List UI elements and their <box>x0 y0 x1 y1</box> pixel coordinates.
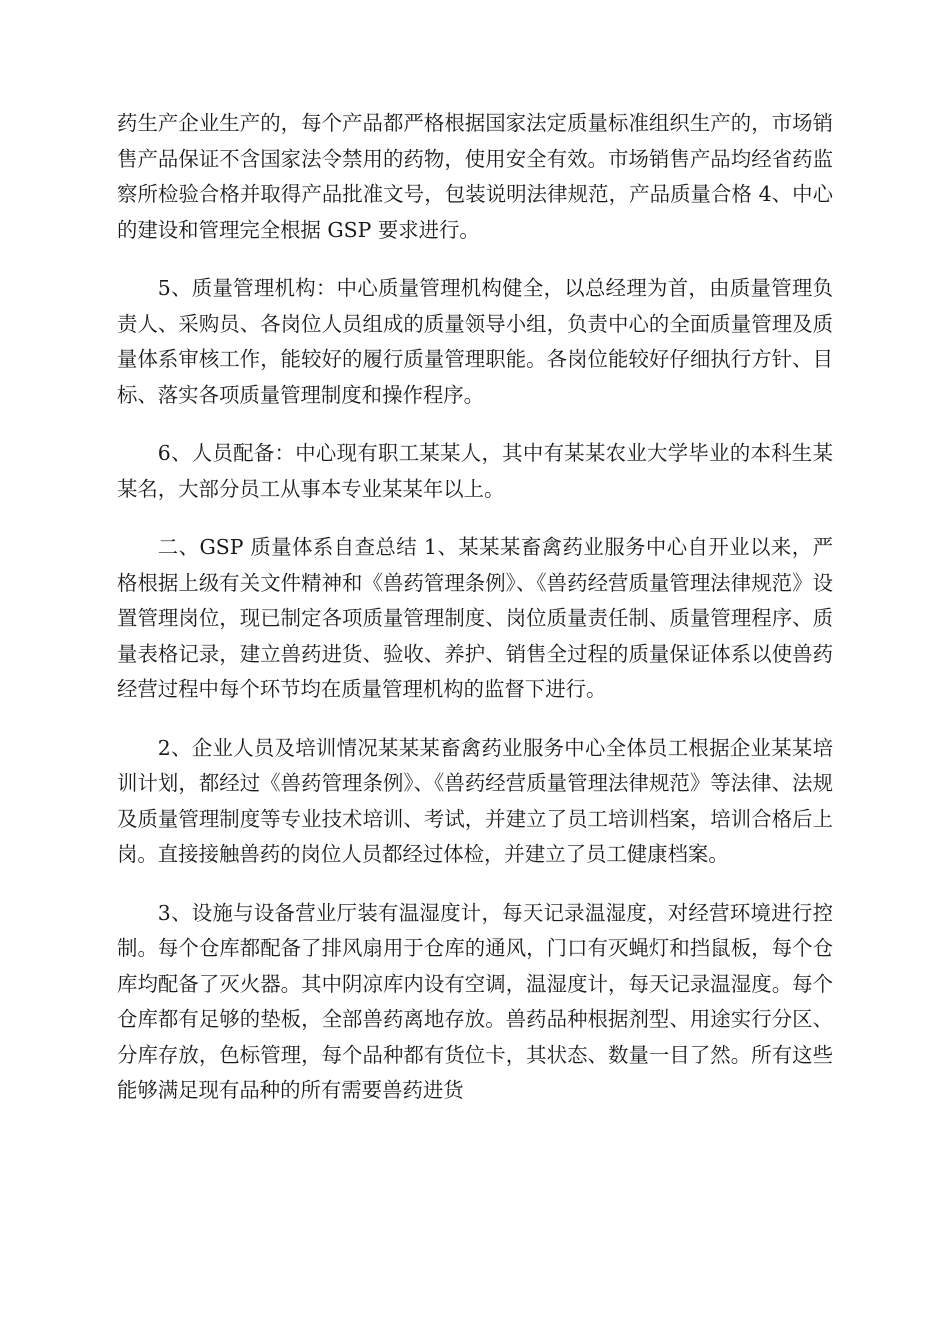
paragraph-gap <box>117 507 833 530</box>
paragraph-gap <box>117 413 833 436</box>
paragraph-gap <box>117 248 833 271</box>
paragraph-facilities: 3、设施与设备营业厅装有温湿度计，每天记录温湿度，对经营环境进行控制。每个仓库都配备了排风扇用于仓库的通风，门口有灭蝇灯和挡鼠板，每个仓库均配备了灭火器。其中阴凉库内设有空调，温湿度计，每天记录温湿度。每个仓库都有足够的垫板，全部兽药离地存放。兽药品种根据剂型、用途实行分区、分库存放，色标管理，每个品种都有货位卡，其状态、数量一目了然。所有这些能够满足现有品种的所有需要兽药进货 <box>117 900 833 1102</box>
paragraph-gsp-self-inspection: 二、GSP 质量体系自查总结 1、某某某畜禽药业服务中心自开业以来，严格根据上级有关文件精神和《兽药管理条例》、《兽药经营质量管理法律规范》设置管理岗位，现已制定各项质量管理制度、岗位质量责任制、质量管理程序、质量表格记录，建立兽药进货、验收、养护、销售全过程的质量保证体系以使兽药经营过程中每个环节均在质量管理机构的监督下进行。 <box>117 535 833 701</box>
paragraph-quality-organization: 5、质量管理机构：中心质量管理机构健全，以总经理为首，由质量管理负责人、采购员、各岗位人员组成的质量领导小组，负责中心的全面质量管理及质量体系审核工作，能较好的履行质量管理职能。各岗位能较好仔细执行方针、目标、落实各项质量管理制度和操作程序。 <box>117 276 833 407</box>
paragraph-staffing: 6、人员配备：中心现有职工某某人，其中有某某农业大学毕业的本科生某某名，大部分员工从事本专业某某年以上。 <box>117 441 833 501</box>
paragraph-gap <box>117 708 833 731</box>
paragraph-continued: 药生产企业生产的，每个产品都严格根据国家法定质量标准组织生产的，市场销售产品保证不含国家法令禁用的药物，使用安全有效。市场销售产品均经省药监察所检验合格并取得产品批准文号，包装说明法律规范，产品质量合格 4、中心的建设和管理完全根据 GSP 要求进行。 <box>117 111 833 242</box>
document-body <box>117 106 833 1109</box>
paragraph-training: 2、企业人员及培训情况某某某畜禽药业服务中心全体员工根据企业某某培训计划，都经过《兽药管理条例》、《兽药经营质量管理法律规范》等法律、法规及质量管理制度等专业技术培训、考试，并建立了员工培训档案，培训合格后上岗。直接接触兽药的岗位人员都经过体检，并建立了员工健康档案。 <box>117 735 833 866</box>
paragraph-gap <box>117 873 833 896</box>
